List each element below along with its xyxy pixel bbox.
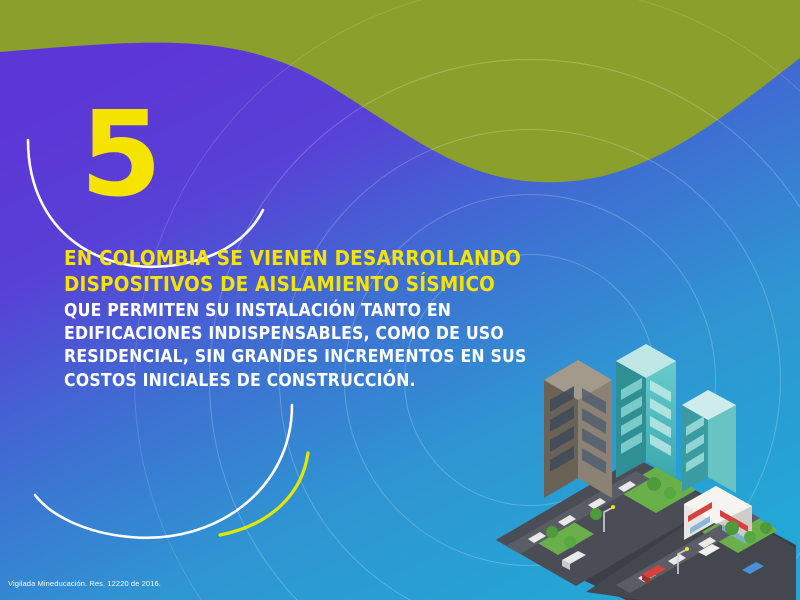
footer-legal-text: Vigilada Mineducación. Res. 12220 de 2016. bbox=[8, 579, 161, 588]
slide-number: 5 bbox=[80, 85, 161, 223]
text-block bbox=[64, 246, 534, 393]
headline: EN COLOMBIA SE VIENEN DESARROLLANDO DISPOSITIVOS DE AISLAMIENTO SÍSMICO bbox=[64, 246, 521, 296]
arc-bottom-decoration bbox=[30, 395, 320, 565]
body-text: QUE PERMITEN SU INSTALACIÓN TANTO EN EDIFICACIONES INDISPENSABLES, COMO DE USO RESIDENCIAL, SIN GRANDES INCREMENTOS EN SUS COSTOS INICIALES DE CONSTRUCCIÓN. bbox=[64, 301, 527, 391]
isometric-city-illustration bbox=[466, 240, 796, 600]
